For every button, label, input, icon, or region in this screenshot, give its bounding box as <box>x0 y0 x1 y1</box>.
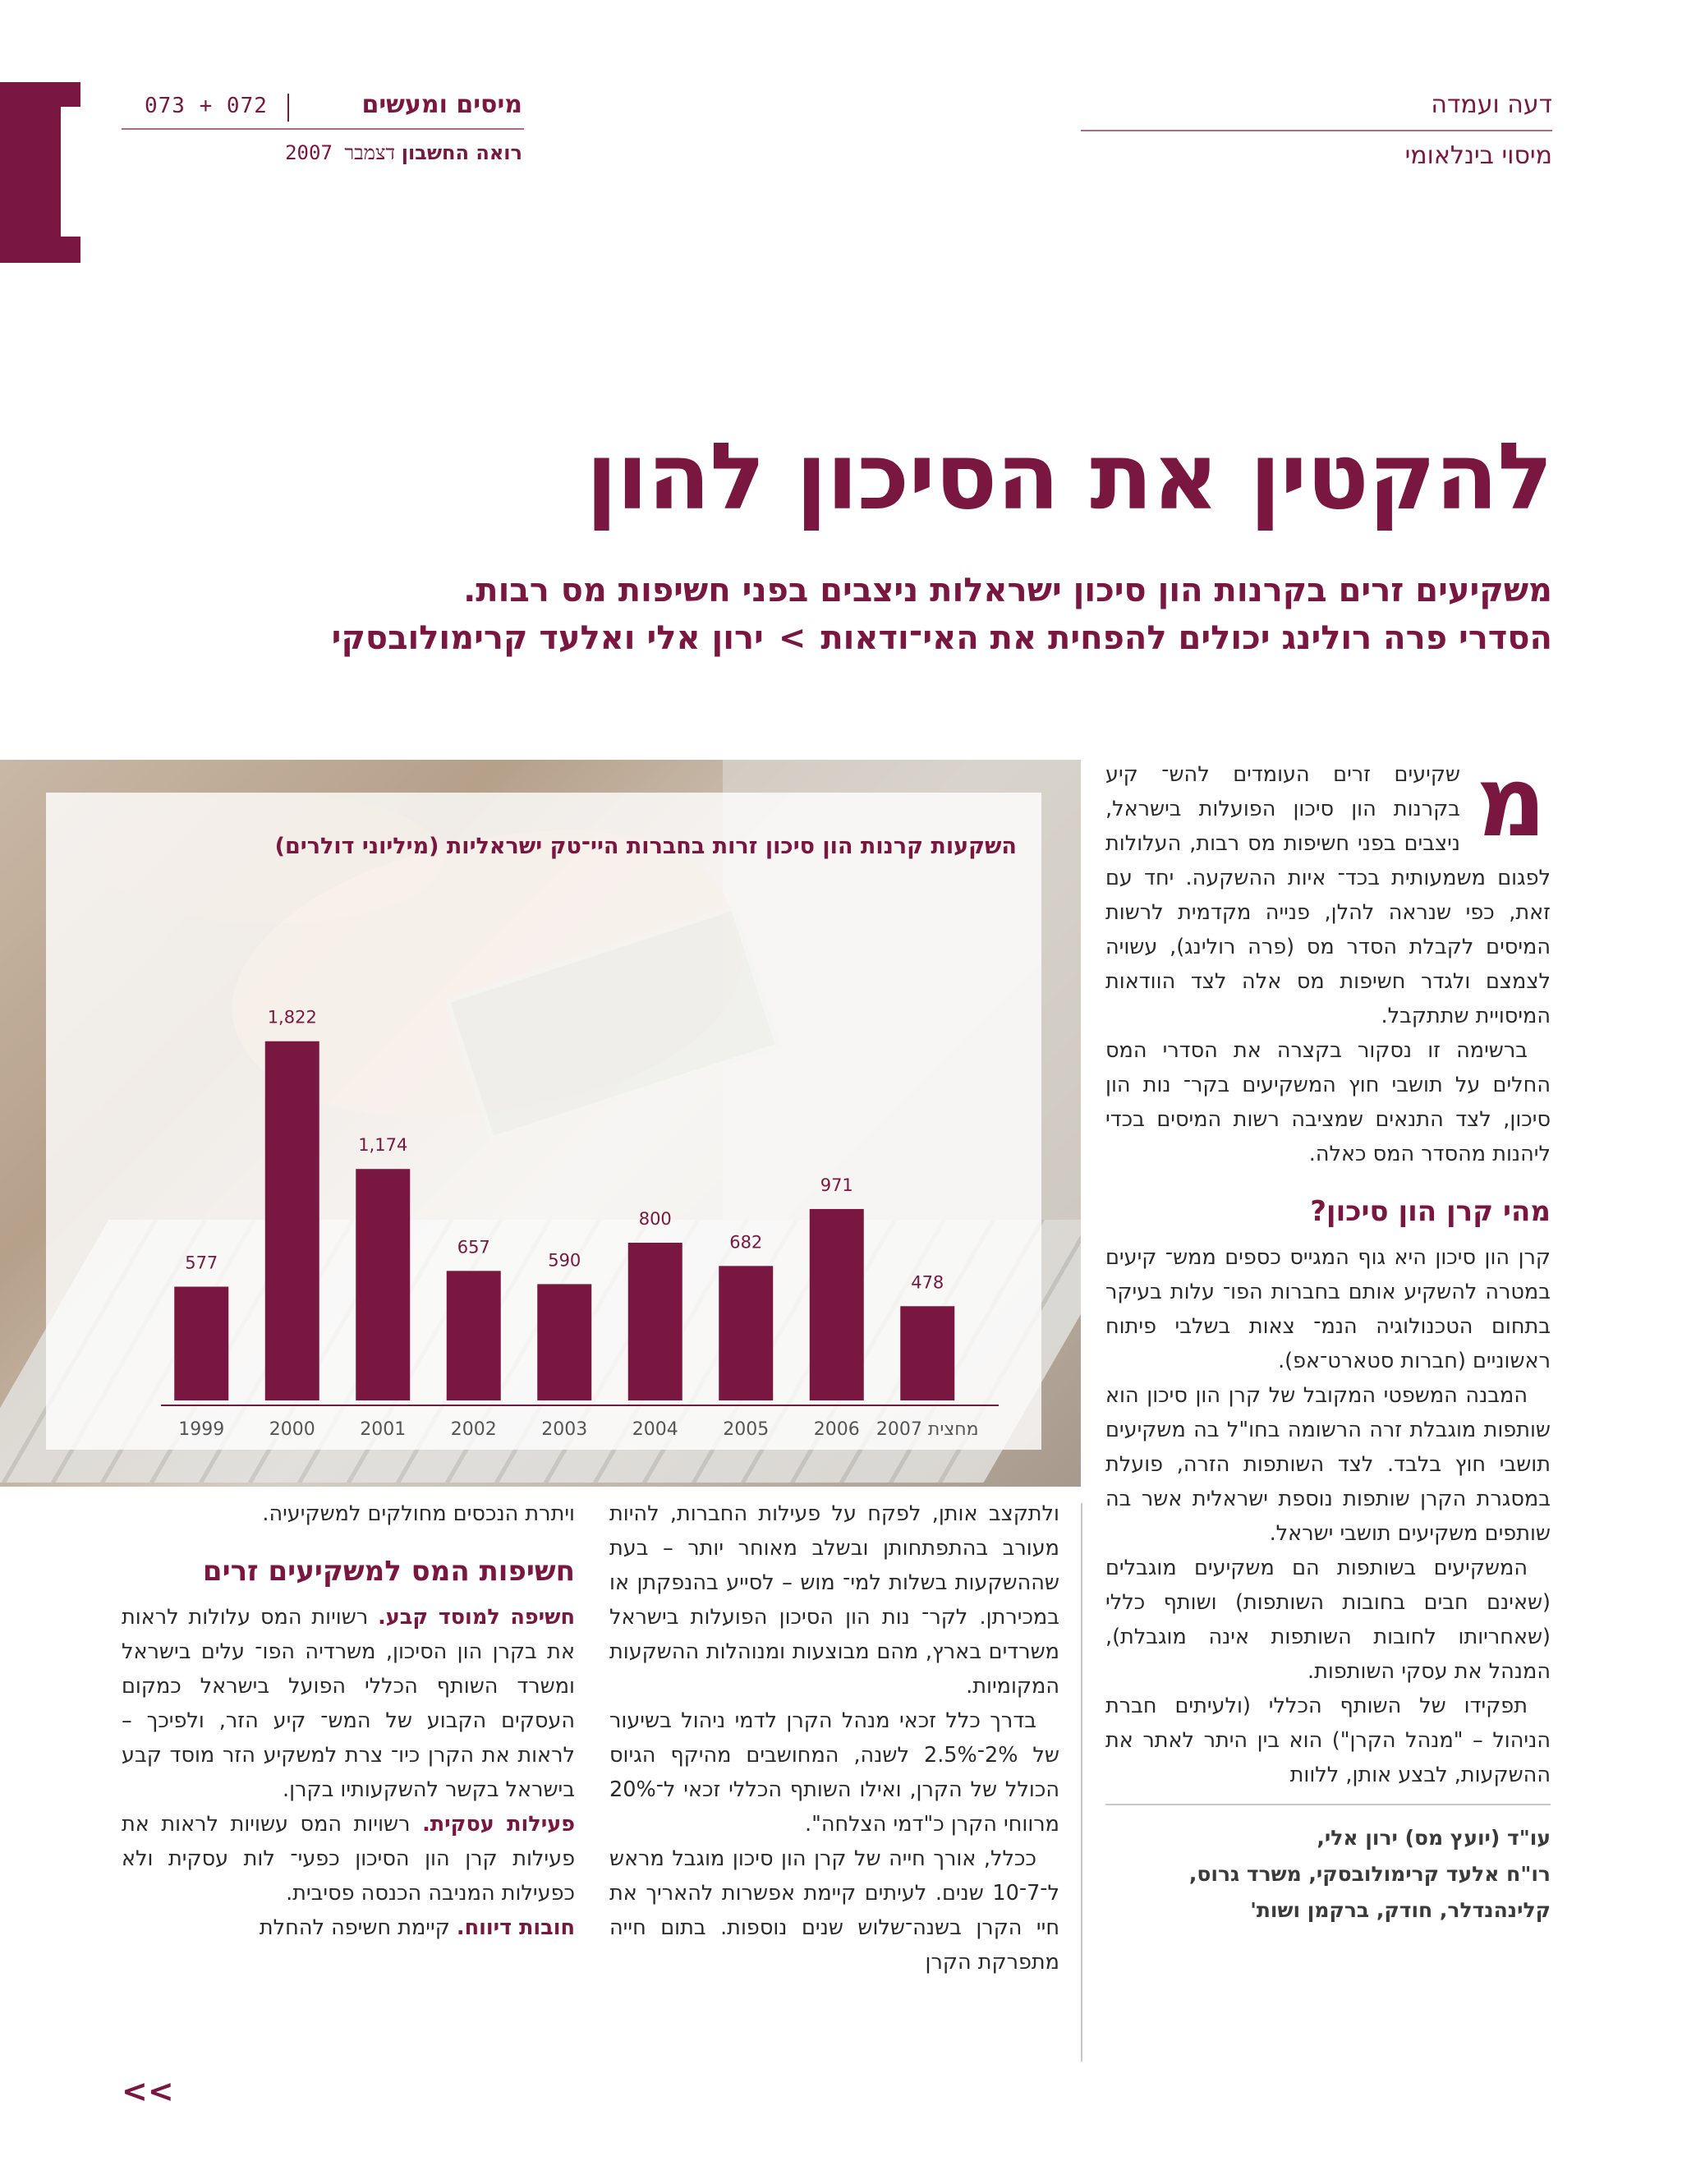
magazine-name: רואה החשבון <box>401 141 522 164</box>
data-label: 478 <box>911 1272 944 1293</box>
chart <box>46 793 1041 1450</box>
author-line: קלינהנדלר, חודק, ברקמן ושות' <box>1250 1898 1551 1922</box>
paragraph-text: רשויות המס עשויות לראות את פעילות קרן הון הסיכון כפעי־ לות עסקית ולא כפעילות המניבה הכנסה פסיבית. <box>122 1812 575 1906</box>
column-left <box>122 1497 575 2071</box>
paragraph: המבנה המשפטי המקובל של קרן הון סיכון הוא שותפות מוגבלת זרה הרשומה בחו"ל בה משקיעים תושבי חוץ בלבד. לצד השותפות הזרה, פועלת במסגרת הקרן שותפות נוספת ישראלית אשר בה שותפים משקיעים תושבי ישראל. <box>1105 1383 1551 1546</box>
author-line: עו"ד (יועץ מס) ירון אלי, <box>1317 1826 1551 1850</box>
article-deck <box>115 567 1552 662</box>
bar-chart <box>46 793 1041 1450</box>
paragraph <box>122 1807 575 1910</box>
chart-panel <box>0 760 1081 1487</box>
paragraph-text: רשויות המס עלולות לראות את בקרן הון הסיכון, משרדיה הפו־ עלים בישראל ומשרד השותף הכללי הפועל בישראל כמקום העסקים הקבוע של המש־ קיע הזר, ולפיכך – לראות את הקרן כיו־ צרת למשקיע הזר מוסד קבע בישראל בקשר להשקעותיו בקרן. <box>122 1605 575 1802</box>
column-rule <box>1081 1503 1082 2062</box>
run-in-label: חשיפה למוסד קבע. <box>378 1605 575 1630</box>
data-label: 800 <box>638 1209 672 1229</box>
x-tick-label: 2000 <box>269 1419 315 1440</box>
chart-title: השקעות קרנות הון סיכון זרות בחברות היי־טק ישראליות (מיליוני דולרים) <box>274 834 1017 859</box>
data-label: 577 <box>185 1253 218 1273</box>
bar <box>810 1209 864 1400</box>
column-middle <box>609 1497 1059 2071</box>
x-tick-label: 2002 <box>450 1419 497 1440</box>
paragraph <box>122 1600 575 1807</box>
bar <box>174 1287 228 1400</box>
bar <box>719 1266 773 1400</box>
header-separator <box>287 94 289 122</box>
subcategory: מיסוי בינלאומי <box>1404 141 1552 170</box>
bar <box>900 1306 954 1400</box>
paragraph: קרן הון סיכון היא גוף המגייס כספים ממש־ קיעים במטרה להשקיע אותם בחברות הפו־ עלות בעיקר בתחום הטכנולוגיה הנמ־ צאות בשלבי פיתוח ראשוניים (חברות סטארט־אפ). <box>1105 1245 1551 1373</box>
run-in-label: פעילות עסקית. <box>422 1812 575 1837</box>
subheading: חשיפות המס למשקיעים זרים <box>202 1555 575 1588</box>
continue-arrows: << <box>122 2073 174 2109</box>
paragraph: בדרך כלל זכאי מנהל הקרן לדמי ניהול בשיעור של 2%־2.5% לשנה, המחושבים מהיקף הגיוס הכולל של הקרן, ואילו השותף הכללי זכאי ל־20% מרווחי הקרן כ"דמי הצלחה". <box>609 1708 1059 1837</box>
paragraph: ברשימה זו נסקור בקצרה את הסדרי המס החלים על תושבי חוץ המשקיעים בקר־ נות הון סיכון, לצד התנאים שמציבה רשות המיסים בכדי ליהנות מהסדר המס כאלה. <box>1105 1038 1551 1166</box>
bar <box>265 1041 319 1400</box>
x-tick-label: מחצית 2007 <box>875 1419 979 1440</box>
paragraph: ככלל, אורך חייה של קרן הון סיכון מוגבל מראש ל־7־10 שנים. לעיתים קיימת אפשרות להאריך את חיי הקרן בשנה־שלוש שנים נוספות. בתום חייה מתפרקת הקרן <box>609 1846 1059 1975</box>
author-line: רו"ח אלעד קרימולובסקי, משרד גרוס, <box>1188 1862 1551 1886</box>
data-label: 971 <box>820 1175 853 1195</box>
data-label: 1,822 <box>267 1007 317 1028</box>
bar <box>447 1271 501 1400</box>
paragraph: תפקידו של השותף הכללי (ולעיתים חברת הניהול – "מנהל הקרן") הוא בין היתר לאתר את ההשקעות, לבצע אותן, ללוות <box>1105 1694 1551 1787</box>
issue-date: דצמבר 2007 <box>285 141 396 164</box>
paragraph: המשקיעים בשותפות הם משקיעים מוגבלים (שאינם חבים בחובות השותפות) ושותף כללי (שאחריותו לחובות השותפות אינה מוגבלת), המנהל את עסקי השותפות. <box>1105 1556 1551 1684</box>
data-label: 682 <box>729 1232 763 1253</box>
x-tick-label: 1999 <box>178 1419 225 1440</box>
column-right <box>1105 745 1551 2063</box>
deck-line-2 <box>115 614 1552 662</box>
author-credits <box>1105 1804 1551 1929</box>
data-label: 1,174 <box>358 1135 408 1156</box>
bar <box>628 1243 682 1400</box>
article-title: להקטין את הסיכון להון <box>586 424 1552 531</box>
deck-summary: הסדרי פרה רולינג יכולים להפחית את האי־ודאות <box>820 619 1552 657</box>
run-in-label: חובות דיווח. <box>456 1915 575 1940</box>
x-tick-label: 2005 <box>723 1419 770 1440</box>
bar <box>356 1169 410 1400</box>
drop-cap: מ <box>1476 745 1546 858</box>
paragraph: ולתקצב אותן, לפקח על פעילות החברות, להיות מעורב בהתפתחותן ובשלב מאוחר יותר – בעת שההשקעות בשלות למי־ מוש – לסייע בהנפקתן או במכירתן. לקר־ נות הון הסיכון הפועלות בישראל משרדים בארץ, מהם מבוצעות ומנוהלות ההשקעות המקומיות. <box>609 1501 1059 1699</box>
running-header-right <box>1081 89 1552 187</box>
bar <box>537 1284 591 1400</box>
data-label: 590 <box>548 1250 581 1271</box>
magazine-issue <box>285 141 522 165</box>
data-label: 657 <box>457 1237 490 1258</box>
x-tick-label: 2001 <box>360 1419 407 1440</box>
deck-separator: > <box>778 619 807 657</box>
category: דעה ועמדה <box>1431 90 1552 119</box>
section-name: מיסים ומעשים <box>361 90 522 119</box>
paragraph <box>122 1910 575 1945</box>
paragraph: ויתרת הנכסים מחולקים למשקיעיה. <box>262 1501 575 1526</box>
running-header-left <box>122 89 524 187</box>
paragraph: שקיעים זרים העומדים להש־ קיע בקרנות הון סיכון הפועלות בישראל, ניצבים בפני חשיפות מס רבות, העלולות לפגום משמעותית בכד־ איות ההשקעה. יחד עם זאת, כפי שנראה להלן, פנייה מקדמית לרשות המיסים לקבלת הסדר מס (פרה רולינג), עשויה לצמצם ולגדר חשיפות מס אלה לצד הוודאות המיסויית שתתקבל. <box>1105 762 1551 1028</box>
deck-line-1: משקיעים זרים בקרנות הון סיכון ישראלות ניצבים בפני חשיפות מס רבות. <box>463 572 1552 609</box>
x-tick-label: 2004 <box>632 1419 678 1440</box>
x-tick-label: 2006 <box>813 1419 860 1440</box>
deck-authors: ירון אלי ואלעד קרימולובסקי <box>331 619 764 657</box>
header-rule <box>1081 130 1552 131</box>
page-numbers: 073 + 072 <box>145 94 268 118</box>
corner-notch <box>61 107 80 237</box>
x-tick-label: 2003 <box>541 1419 588 1440</box>
subheading: מהי קרן הון סיכון? <box>1310 1195 1551 1228</box>
paragraph-text: קיימת חשיפה להחלת <box>259 1915 457 1940</box>
